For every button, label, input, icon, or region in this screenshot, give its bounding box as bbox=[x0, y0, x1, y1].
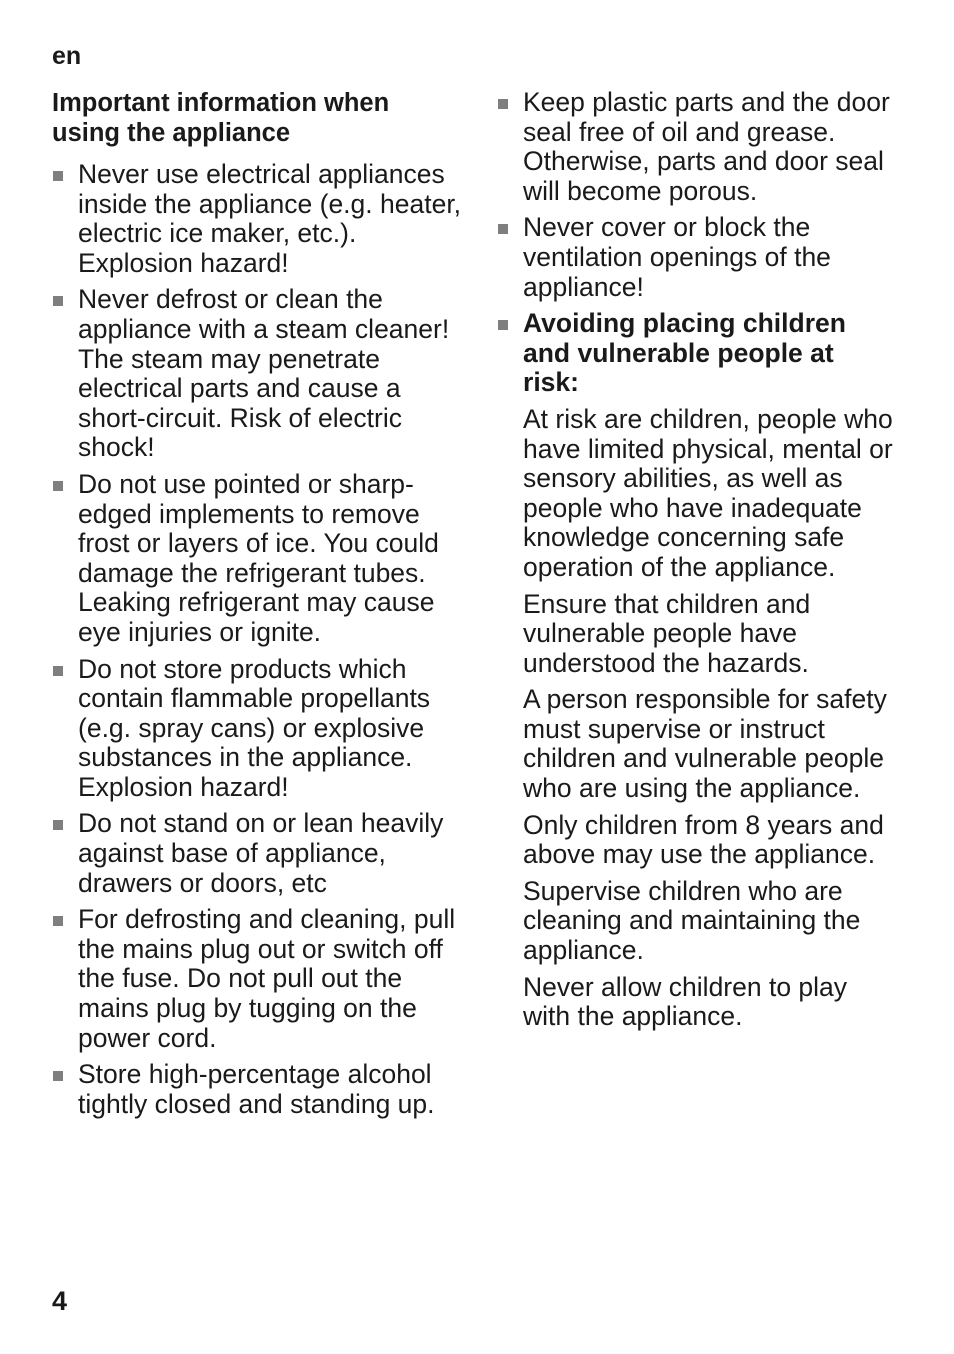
page-number: 4 bbox=[52, 1286, 68, 1316]
safety-list-right bbox=[497, 88, 897, 398]
section-heading: Important information when using the appliance bbox=[52, 89, 390, 147]
list-item-text: Do not stand on or lean heavily against base of appliance, drawers or doors, etc bbox=[78, 808, 444, 898]
bullet-square-icon bbox=[53, 481, 63, 491]
safety-list-left bbox=[52, 160, 462, 1119]
paragraph: Only children from 8 years and above may use the appliance. bbox=[523, 809, 884, 870]
bullet-square-icon bbox=[498, 320, 508, 330]
list-item-text: Store high-percentage alcohol tightly closed and standing up. bbox=[78, 1059, 435, 1119]
bullet-square-icon bbox=[53, 916, 63, 926]
paragraph: Ensure that children and vulnerable people have understood the hazards. bbox=[523, 588, 811, 678]
list-item bbox=[497, 309, 897, 398]
list-item bbox=[497, 88, 897, 206]
list-item-text: Never defrost or clean the appliance with a steam cleaner! The steam may penetrate electrical parts and cause a short-circuit. Risk of electric shock! bbox=[78, 284, 450, 463]
bullet-square-icon bbox=[53, 296, 63, 306]
bullet-square-icon bbox=[498, 224, 508, 234]
list-item-text: Never cover or block the ventilation openings of the appliance! bbox=[523, 212, 831, 302]
paragraph: At risk are children, people who have limited physical, mental or sensory abilities, as well as people who have inadequate knowledge concerning safe operation of the appliance. bbox=[523, 403, 893, 582]
list-item-text: Keep plastic parts and the door seal free of oil and grease. Otherwise, parts and door seal will become porous. bbox=[523, 87, 890, 206]
list-item-text: For defrosting and cleaning, pull the mains plug out or switch off the fuse. Do not pull out the mains plug by tugging on the power cord. bbox=[78, 904, 456, 1053]
list-item bbox=[52, 655, 462, 803]
list-item bbox=[52, 285, 462, 463]
list-item-text: Do not use pointed or sharp-edged implements to remove frost or layers of ice. You could damage the refrigerant tubes. Leaking refrigerant may cause eye injuries or ignite. bbox=[78, 468, 439, 647]
list-item bbox=[497, 213, 897, 302]
list-item bbox=[52, 905, 462, 1053]
list-item bbox=[52, 1060, 462, 1119]
left-column bbox=[52, 88, 462, 1126]
bullet-square-icon bbox=[53, 820, 63, 830]
list-item-text: Do not store products which contain flammable propellants (e.g. spray cans) or explosive substances in the appliance. Explosion hazard! bbox=[78, 653, 431, 802]
children-heading: Avoiding placing children and vulnerable people at risk: bbox=[523, 308, 846, 398]
bullet-square-icon bbox=[53, 1071, 63, 1081]
bullet-square-icon bbox=[498, 99, 508, 109]
list-item bbox=[52, 470, 462, 648]
right-column bbox=[497, 88, 897, 1039]
language-code: en bbox=[52, 42, 82, 70]
bullet-square-icon bbox=[53, 666, 63, 676]
paragraph: Never allow children to play with the appliance. bbox=[523, 971, 848, 1032]
list-item bbox=[52, 809, 462, 898]
bullet-square-icon bbox=[53, 171, 63, 181]
list-item bbox=[52, 160, 462, 278]
paragraph: A person responsible for safety must supervise or instruct children and vulnerable people who are using the appliance. bbox=[523, 684, 887, 804]
list-item-text: Never use electrical appliances inside the appliance (e.g. heater, electric ice maker, etc.). Explosion hazard! bbox=[78, 159, 462, 278]
paragraph: Supervise children who are cleaning and maintaining the appliance. bbox=[523, 875, 861, 966]
